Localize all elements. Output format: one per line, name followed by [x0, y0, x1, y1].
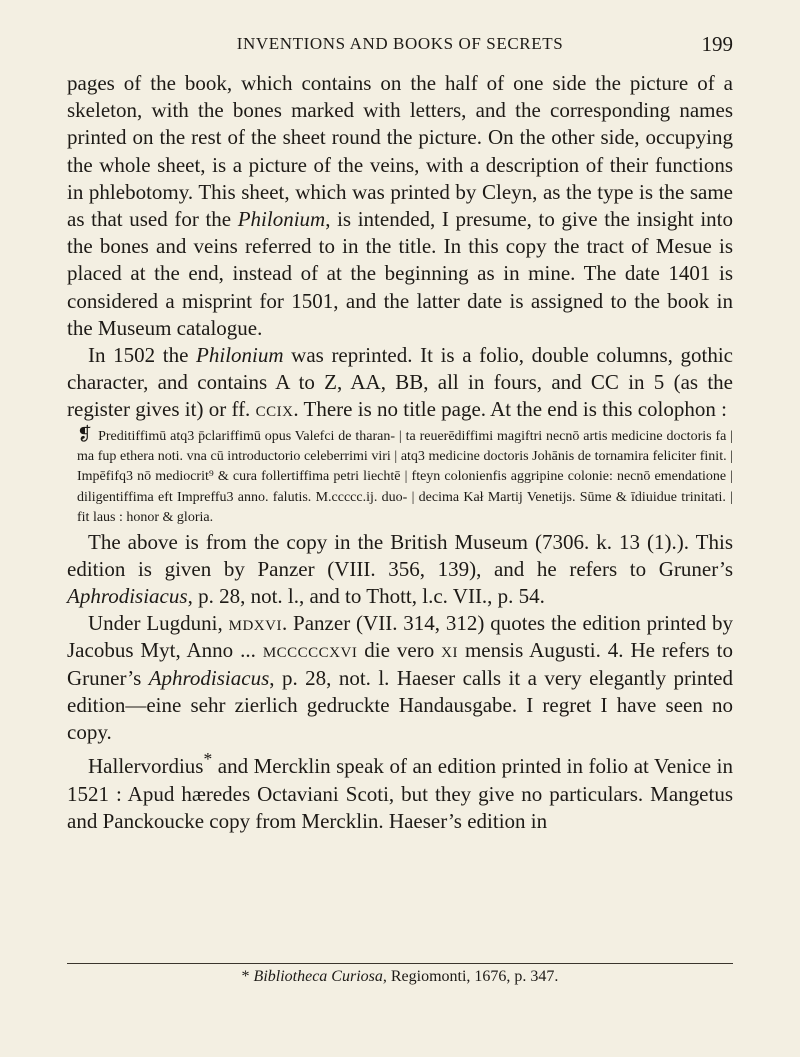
italic-title: Aphrodisiacus [67, 584, 188, 609]
roman-numeral: mdxvi [228, 611, 282, 636]
paragraph-3: The above is from the copy in the British Museum (7306. k. 13 (1).). This edition is given by Panzer (VIII. 356, 139), and he refers to Gruner’s Aphrodisiacus, p. 28, not. l., and to Thott, l.c. VII., p. 54. [67, 529, 733, 609]
footnote-mark: * [241, 968, 250, 985]
roman-numeral: xi [441, 638, 458, 663]
page-header [67, 30, 733, 62]
footnote [67, 968, 733, 986]
paragraph-4: Under Lugduni, mdxvi. Panzer (VII. 314, 312) quotes the edition printed by Jacobus Myt, Anno ... mcccccxvi die vero xi mensis Augusti. 4. He refers to Gruner’s Aphrodisiacus, p. 28, not. l. Haeser calls it a very elegantly printed edition—eine sehr zierlich gedruckte Handausgabe. I regret I have seen no copy. [67, 611, 734, 745]
footnote-marker: * [203, 749, 213, 770]
italic-title: Philonium [237, 207, 326, 232]
colophon-quote [67, 424, 733, 529]
page-number: 199 [701, 32, 733, 56]
footnote-divider [67, 963, 733, 964]
roman-numeral: mcccccxvi [262, 638, 358, 663]
footnote-title: Bibliotheca Curiosa [253, 968, 383, 985]
running-head: INVENTIONS AND BOOKS OF SECRETS [236, 34, 564, 53]
body-text [67, 70, 733, 835]
colophon-text: Preditiffimū atq3 p̄clariffimū opus Valefci de tharan- | ta reuerēdiffimi magiftri necnō artis medicine doctoris fa | ma fup ethera noti. vna cū introductorio celeberrimi viri | atq3 medicine doctoris Johānis de tornamira feliciter finit. | Impēfifq3 nō mediocrit⁹ & cura follertiffima petri liechtē | fteyn colonienfis aggripine colonie: necnō emendatione | diligentiffima eft Impreffu3 anno. falutis. M.ccccc.ij. duo- | decima Kał Martij Venetijs. Sūme & īdiuidue trinitati. | fit laus : honor & gloria. [77, 428, 733, 526]
pilcrow-icon: ❡ [77, 423, 93, 444]
italic-title: Aphrodisiacus [148, 665, 270, 690]
paragraph-5: Hallervordius* and Mercklin speak of an edition printed in folio at Venice in 1521 : Apud hæredes Octaviani Scoti, but they give no particulars. Mangetus and Panckoucke copy from Mercklin. Haeser’s edition in [67, 749, 733, 833]
paragraph-1: pages of the book, which contains on the half of one side the picture of a skeleton, with the bones marked with letters, and the corresponding names printed on the rest of the sheet round the picture. On the other side, occupying the whole sheet, is a picture of the veins, with a description of their functions in phlebotomy. This sheet, which was printed by Cleyn, as the type is the same as that used for the Philonium, is intended, I presume, to give the insight into the bones and veins referred to in the title. In this copy the tract of Mesue is placed at the end, instead of at the beginning as in mine. The date 1401 is considered a misprint for 1501, and the latter date is assigned to the book in the Museum catalogue. [67, 71, 733, 340]
paragraph-2: In 1502 the Philonium was reprinted. It is a folio, double columns, gothic character, and contains A to Z, AA, BB, all in fours, and CC in 5 (as the register gives it) or ff. ccix. There is no title page. At the end is this colophon : [67, 343, 733, 422]
italic-title: Philonium [196, 343, 284, 368]
footnote-citation: , Regiomonti, 1676, p. 347. [382, 968, 559, 985]
roman-numeral: ccix [255, 397, 294, 422]
